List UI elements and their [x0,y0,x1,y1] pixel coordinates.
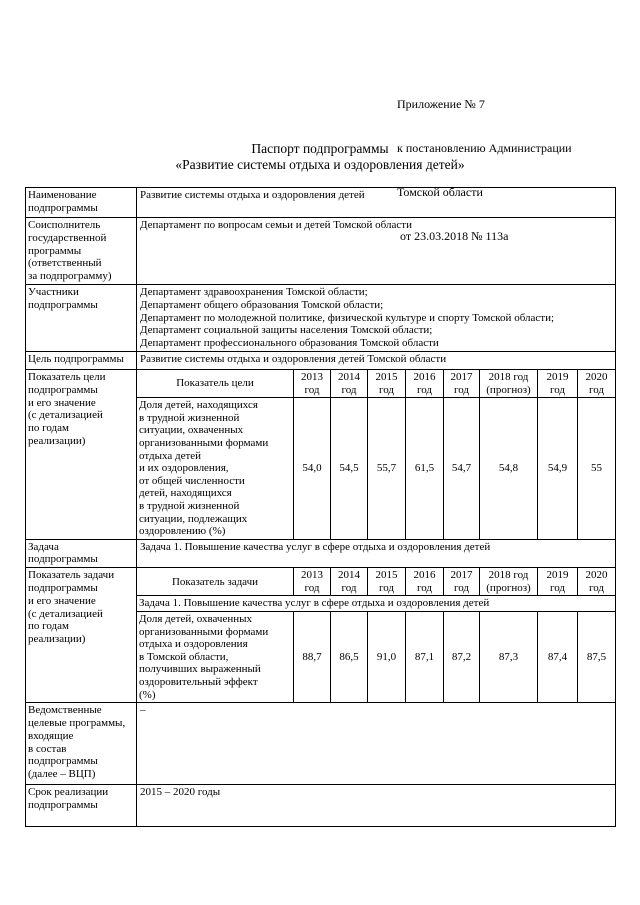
year-unit: год [378,581,395,594]
year-unit: год [341,383,357,396]
year-unit: год [549,581,566,594]
year-unit: год [453,581,470,594]
row-goal [26,351,616,369]
label-line: реализации) [28,434,86,447]
label-line: по годам [28,620,69,633]
row-label [26,703,137,785]
year-header [368,568,406,596]
header-label: Показатель задачи [137,568,294,596]
row-value: 2015 – 2020 годы [137,785,616,827]
indicator-description [137,398,294,540]
year-header [480,568,538,596]
indicator-line: организованными формами [139,436,269,449]
indicator-value: 54,7 [444,398,480,540]
label-line: Показатель цели [28,370,106,383]
label-line: по годам [28,422,69,435]
year-unit: год [588,581,605,594]
year-unit: (прогноз) [486,581,531,594]
document-title [0,141,640,173]
label-line: программы [28,244,82,257]
year-header [578,568,616,596]
label-line: Задача [28,540,59,553]
indicator-line: детей, находящихся [139,487,232,500]
year-header [331,568,368,596]
indicator-value: 54,9 [538,398,578,540]
year: 2014 [338,569,360,582]
indicator-line: ситуации, подлежащих [139,512,248,525]
indicator-value: 86,5 [331,612,368,703]
row-task-indicator [26,568,616,703]
indicator-value: 87,1 [406,612,444,703]
indicator-value: 87,5 [578,612,616,703]
label-line: подпрограммы [28,582,98,595]
label-line: подпрограммы [28,383,98,396]
year-unit: год [378,383,395,396]
year: 2017 [450,569,473,582]
passport-table [25,184,616,827]
year: 2019 [546,569,569,582]
year: 2020 [585,370,608,383]
label-line: подпрограммы [28,755,98,768]
indicator-line: Доля детей, охваченных [139,613,253,626]
year: 2013 [301,370,323,383]
label-line: государственной [28,231,107,244]
year-unit: год [341,581,357,594]
year: 2016 [413,569,436,582]
annex-line: к постановлению Администрации [397,140,572,155]
participant-item: Департамент социальной защиты населения Томской области; [140,324,433,337]
label-line: (с детализацией [28,607,103,620]
year-unit: год [588,383,605,396]
participant-item: Департамент здравоохранения Томской области; [140,285,368,298]
year: 2015 [375,569,398,582]
annex-line: Приложение № 7 [397,97,485,112]
row-label [26,539,137,568]
row-value: Развитие системы отдыха и оздоровления детей Томской области [137,351,616,369]
year: 2015 [375,370,398,383]
row-label [26,218,137,285]
year-header [406,369,444,397]
header-label: Показатель цели [137,369,294,397]
goal-indicator-values [137,398,616,540]
row-label: Цель подпрограммы [26,351,137,369]
year-header [331,369,368,397]
indicator-line: получивших выраженный [139,663,261,676]
year: 2018 год [488,370,529,383]
row-task [26,539,616,568]
year-unit: год [304,581,320,594]
indicator-line: оздоровительный эффект [139,676,258,689]
indicator-value: 61,5 [406,398,444,540]
year-header [578,369,616,397]
label-line: Показатель задачи [28,569,115,582]
label-line: в состав [28,742,67,755]
indicator-line: в Томской области, [139,650,229,663]
year: 2014 [338,370,360,383]
label-line: и его значение [28,594,96,607]
label-line: за подпрограмму) [28,270,112,283]
indicator-value: 87,2 [444,612,480,703]
label-line: и его значение [28,396,96,409]
row-coexecutor [26,218,616,285]
label-line: Наименование [28,189,97,201]
indicator-line: в трудной жизненной [139,411,240,424]
year-unit: год [549,383,566,396]
label-line: подпрограммы [28,553,98,566]
indicator-value: 54,8 [480,398,538,540]
indicator-value: 55 [578,398,616,540]
indicator-line: и их оздоровления, [139,462,229,475]
indicator-line: отдыха детей [139,449,202,462]
task-indicator-table [136,567,616,703]
year: 2016 [413,370,436,383]
year-header [294,568,331,596]
row-participants [26,284,616,351]
row-departmental [26,703,616,785]
goal-indicator-table [136,369,616,540]
indicator-line: (%) [139,688,156,701]
indicator-line: Доля детей, находящихся [139,399,258,412]
goal-indicator-header [137,369,616,397]
label-line: (с детализацией [28,409,103,422]
year-unit: (прогноз) [486,383,531,396]
row-value: – [137,703,616,785]
row-value: Департамент по вопросам семьи и детей Томской области [137,218,616,285]
label-line: подпрограммы [28,201,98,214]
label-line: Участники [28,285,79,298]
year-header [406,568,444,596]
year-header [294,369,331,397]
label-line: Срок реализации [28,786,109,799]
row-label [26,568,137,703]
indicator-value: 87,3 [480,612,538,703]
year-unit: год [304,383,320,396]
indicator-description [137,612,294,703]
participant-item: Департамент по молодежной политике, физической культуре и спорту Томской области; [140,311,555,324]
row-label [26,284,137,351]
participant-item: Департамент общего образования Томской области; [140,298,384,311]
year-header [444,369,480,397]
row-period [26,785,616,827]
year: 2013 [301,569,323,582]
indicator-value: 88,7 [294,612,331,703]
indicator-value: 54,5 [331,398,368,540]
task-row-text: Задача 1. Повышение качества услуг в сфере отдыха и оздоровления детей [137,596,616,612]
year: 2020 [585,569,608,582]
year: 2019 [546,370,569,383]
title-line-2: «Развитие системы отдыха и оздоровления детей» [175,157,465,172]
label-line: входящие [28,729,74,742]
indicator-value: 91,0 [368,612,406,703]
year-header [480,369,538,397]
indicator-line: отдыха и оздоровления [139,638,248,651]
year: 2017 [450,370,473,383]
label-line: (далее – ВЦП) [28,768,96,781]
label-line: подпрограммы [28,298,98,311]
indicator-line: оздоровлению (%) [139,525,226,538]
annex-line: Томской области [397,184,483,199]
year: 2018 год [488,569,529,582]
year-unit: год [416,383,433,396]
label-line: (ответственный [28,257,102,270]
task-subheader [137,596,616,612]
row-name [26,188,616,218]
row-value: Задача 1. Повышение качества услуг в сфере отдыха и оздоровления детей [137,539,616,568]
year-header [538,369,578,397]
row-value [137,284,616,351]
goal-indicator-cell [137,369,616,539]
row-label [26,188,137,218]
indicator-line: организованными формами [139,625,269,638]
year-header [538,568,578,596]
indicator-line: от общей численности [139,474,245,487]
participant-item: Департамент профессионального образования Томской области [140,337,439,350]
indicator-value: 55,7 [368,398,406,540]
row-goal-indicator [26,369,616,539]
title-line-1: Паспорт подпрограммы [251,141,389,156]
annex-line: от 23.03.2018 № 113а [397,228,509,243]
row-label [26,369,137,539]
task-indicator-values [137,612,616,703]
label-line: подпрограммы [28,799,98,812]
year-unit: год [416,581,433,594]
year-header [368,369,406,397]
task-indicator-header [137,568,616,596]
label-line: реализации) [28,633,86,646]
row-value: Развитие системы отдыха и оздоровления детей [137,188,616,218]
indicator-value: 87,4 [538,612,578,703]
label-line: Соисполнитель [28,219,101,231]
year-header [444,568,480,596]
row-label [26,785,137,827]
label-line: целевые программы, [28,717,126,730]
indicator-value: 54,0 [294,398,331,540]
task-indicator-cell [137,568,616,703]
indicator-line: в трудной жизненной [139,499,240,512]
indicator-line: ситуации, охваченных [139,424,244,437]
year-unit: год [453,383,470,396]
label-line: Ведомственные [28,704,102,717]
